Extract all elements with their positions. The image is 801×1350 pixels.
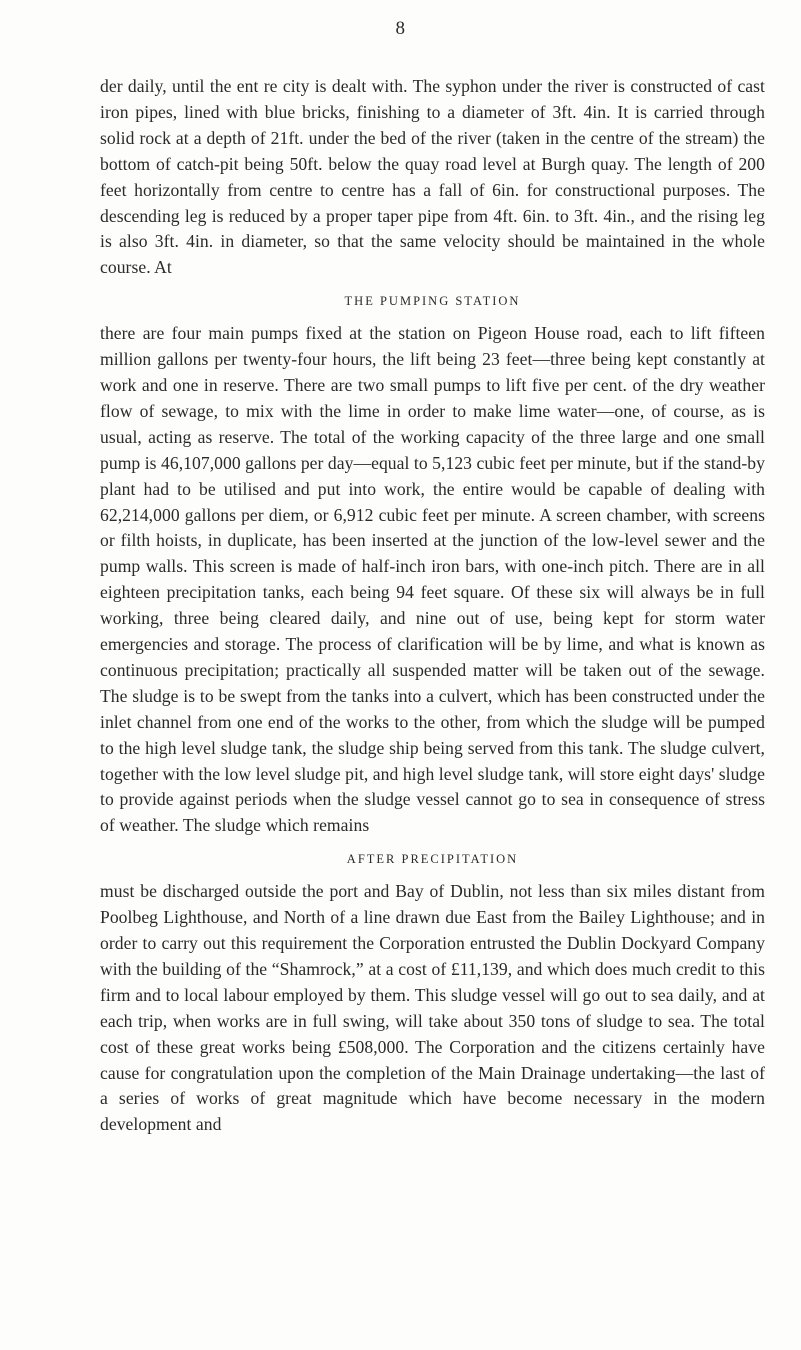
paragraph-pumping-station: there are four main pumps fixed at the station on Pigeon House road, each to lift fifteen million gallons per twenty-four hours, the lift being 23 feet—three being kept constantly at work and one in reserve. There are two small pumps to lift five per cent. of the dry weather flow of sewage, to mix with the lime in order to make lime water—one, of course, as is usual, acting as reserve. The total of the working capacity of the three large and one small pump is 46,107,000 gallons per day—equal to 5,123 cubic feet per minute, but if the stand-by plant had to be utilised and put into work, the entire would be capable of dealing with 62,214,000 gallons per diem, or 6,912 cubic feet per minute. A screen chamber, with screens or filth hoists, in duplicate, has been inserted at the junction of the low-level sewer and the pump walls. This screen is made of half-inch iron bars, with one-inch pitch. There are in all eighteen precipitation tanks, each being 94 feet square. Of these six will always be in full working, three being cleared daily, and nine out of use, being kept for storm water emergencies and storage. The process of clarification will be by lime, and what is known as continuous precipitation; practically all suspended matter will be taken out of the sewage. The sludge is to be swept from the tanks into a culvert, which has been constructed under the inlet channel from one end of the works to the other, from which the sludge will be pumped to the high level sludge tank, the sludge ship being served from this tank. The sludge culvert, together with the low level sludge pit, and high level sludge tank, will store eight days' sludge to provide against periods when the sludge vessel cannot go to sea in consequence of stress of weather. The sludge which remains bbox=[100, 323, 765, 836]
paragraph-syphon: der daily, until the ent re city is dealt with. The syphon under the river is constructed of cast iron pipes, lined with blue bricks, finishing to a diameter of 3ft. 4in. It is carried through solid rock at a depth of 21ft. under the bed of the river (taken in the centre of the stream) the bottom of catch-pit being 50ft. below the quay road level at Burgh quay. The length of 200 feet horizontally from centre to centre has a fall of 6in. for constructional purposes. The descending leg is reduced by a proper taper pipe from 4ft. 6in. to 3ft. 4in., and the rising leg is also 3ft. 4in. in diameter, so that the same velocity should be maintained in the whole course. At bbox=[100, 76, 765, 278]
paragraph-after-precipitation: must be discharged outside the port and Bay of Dublin, not less than six miles distant from Poolbeg Lighthouse, and North of a line drawn due East from the Bailey Lighthouse; and in order to carry out this requirement the Corporation entrusted the Dublin Dockyard Company with the building of the “Shamrock,” at a cost of £11,139, and which does much credit to this firm and to local labour employed by them. This sludge vessel will go out to sea daily, and at each trip, when works are in full swing, will take about 350 tons of sludge to sea. The total cost of these great works being £508,000. The Corporation and the citizens certainly have cause for congratulation upon the completion of the Main Drainage undertaking—the last of a series of works of great magnitude which have become necessary in the modern development and bbox=[100, 881, 765, 1135]
heading-pumping-station: THE PUMPING STATION bbox=[344, 294, 521, 309]
page-number: 8 bbox=[395, 18, 406, 39]
heading-after-precipitation: AFTER PRECIPITATION bbox=[346, 852, 519, 867]
body-text bbox=[100, 74, 765, 1138]
